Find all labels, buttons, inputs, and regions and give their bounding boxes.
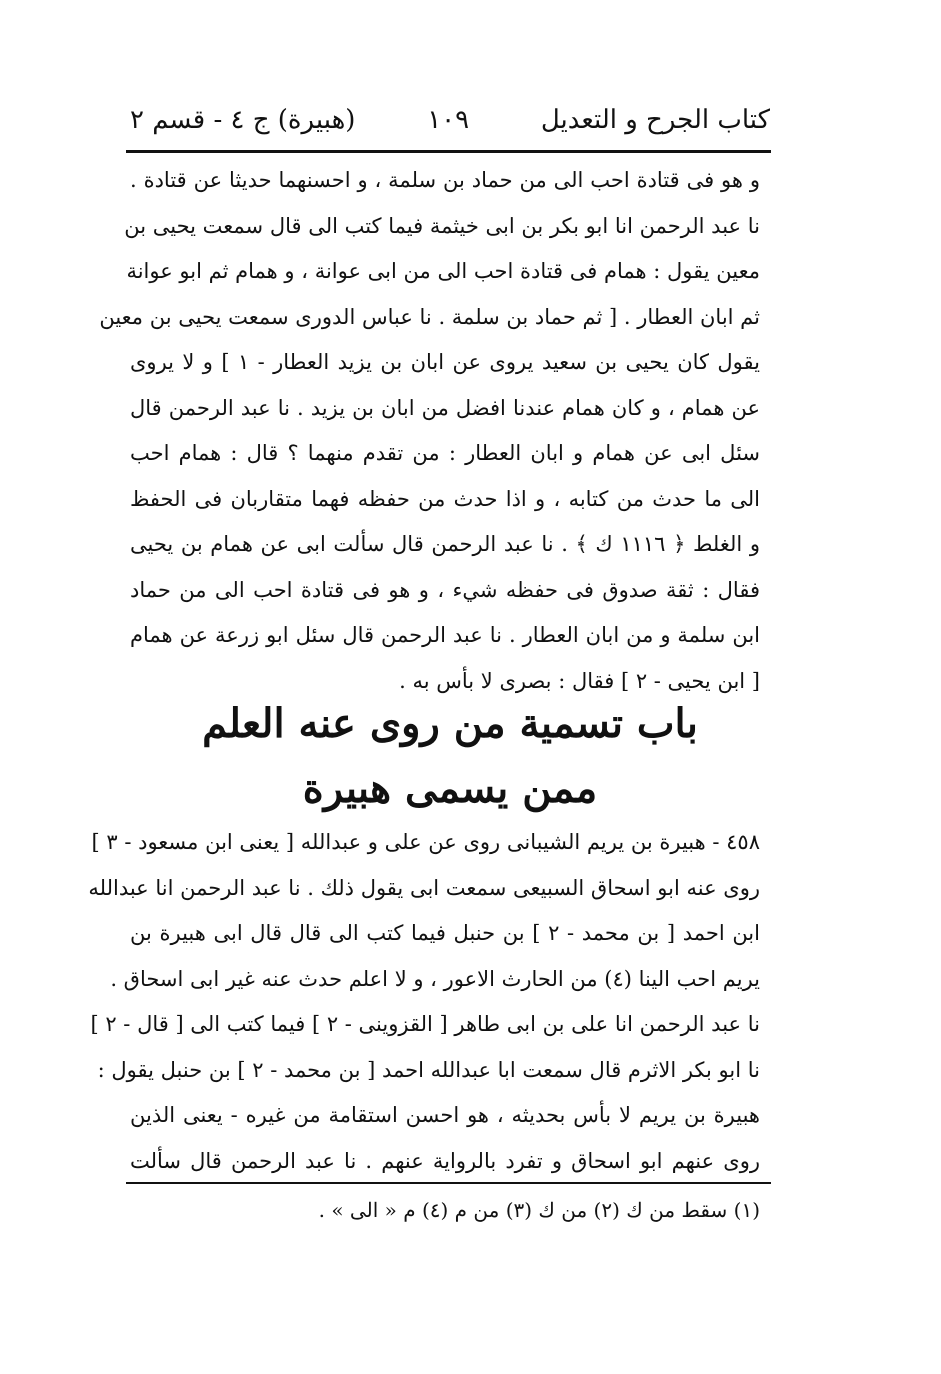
header-rule [126,150,771,153]
footnote-rule [126,1182,771,1184]
text-line: نا ابو بكر الاثرم قال سمعت ابا عبدالله احمد [ بن محمد - ٢ ] بن حنبل يقول : [97,1057,760,1082]
text-line: يقول كان يحيى بن سعيد يروى عن ابان بن يزيد العطار - ١ ] و لا يروى [130,350,760,374]
page-number: ١٠٩ [427,105,470,135]
text-line: نا عبد الرحمن انا على بن ابى طاهر [ القزوينى - ٢ ] فيما كتب الى [ قال - ٢ ] [90,1012,760,1036]
text-line: نا عبد الرحمن انا ابو بكر بن ابى خيثمة فيما كتب الى قال سمعت يحيى بن [124,213,760,238]
paragraph-2 [88,820,760,1184]
text-line: معين يقول : همام فى قتادة احب الى من ابى عوانة ، و همام ثم ابو عوانة [126,259,760,283]
page-header [130,100,770,140]
book-title: كتاب الجرح و التعديل [540,105,770,135]
text-line: روى عنه ابو اسحاق السبيعى سمعت ابى يقول ذلك . نا عبد الرحمن انا عبدالله [88,875,760,900]
text-line: سئل ابى عن همام و ابان العطار : من تقدم منهما ؟ قال : همام احب [130,441,760,465]
section-label: (هبيرة) ج ٤ - قسم ٢ [130,105,356,135]
text-line: الى ما حدث من كتابه ، و اذا حدث من حفظه فهما متقاربان فى الحفظ [130,486,760,511]
paragraph-1 [99,158,760,704]
footnote: (١) سقط من ك (٢) من ك (٣) من م (٤) م « الى » . [318,1198,760,1222]
text-line: هبيرة بن يريم لا بأس بحديثه ، هو احسن استقامة من غيره - يعنى الذين [130,1103,760,1127]
text-line: ٤٥٨ - هبيرة بن يريم الشيبانى روى عن على و عبدالله [ يعنى ابن مسعود - ٣ ] [91,830,760,854]
text-line: و هو فى قتادة احب الى من حماد بن سلمة ، و احسنهما حديثا عن قتادة . [130,168,760,192]
text-line: ابن احمد [ بن محمد - ٢ ] بن حنبل فيما كتب الى قال قال ابى هبيرة بن [130,921,760,945]
text-line: روى عنهم ابو اسحاق و تفرد بالرواية عنهم . نا عبد الرحمن قال سألت [130,1148,760,1173]
text-line: عن همام ، و كان همام عندنا افضل من ابان بن يزيد . نا عبد الرحمن قال [130,395,760,420]
text-line: و الغلط ﴿ ١١١٦ ك ﴾ . نا عبد الرحمن قال سألت ابى عن همام بن يحيى [130,532,760,556]
text-line: [ ابن يحيى - ٢ ] فقال : بصرى لا بأس به . [399,668,760,693]
text-line: ابن سلمة و من ابان العطار . نا عبد الرحمن قال سئل ابو زرعة عن همام [130,623,760,647]
text-line: يريم احب الينا (٤) من الحارث الاعور ، و لا اعلم حدث عنه غير ابى اسحاق . [110,966,760,991]
chapter-title-line-2: ممن يسمى هبيرة [302,765,598,812]
chapter-title-line-1: باب تسمية من روى عنه العلم [202,700,698,747]
text-line: ثم ابان العطار . [ ثم حماد بن سلمة . نا عباس الدورى سمعت يحيى بن معين [99,304,760,329]
text-line: فقال : ثقة صدوق فى حفظه شيء ، و هو فى قتادة احب الى من حماد [130,577,760,602]
